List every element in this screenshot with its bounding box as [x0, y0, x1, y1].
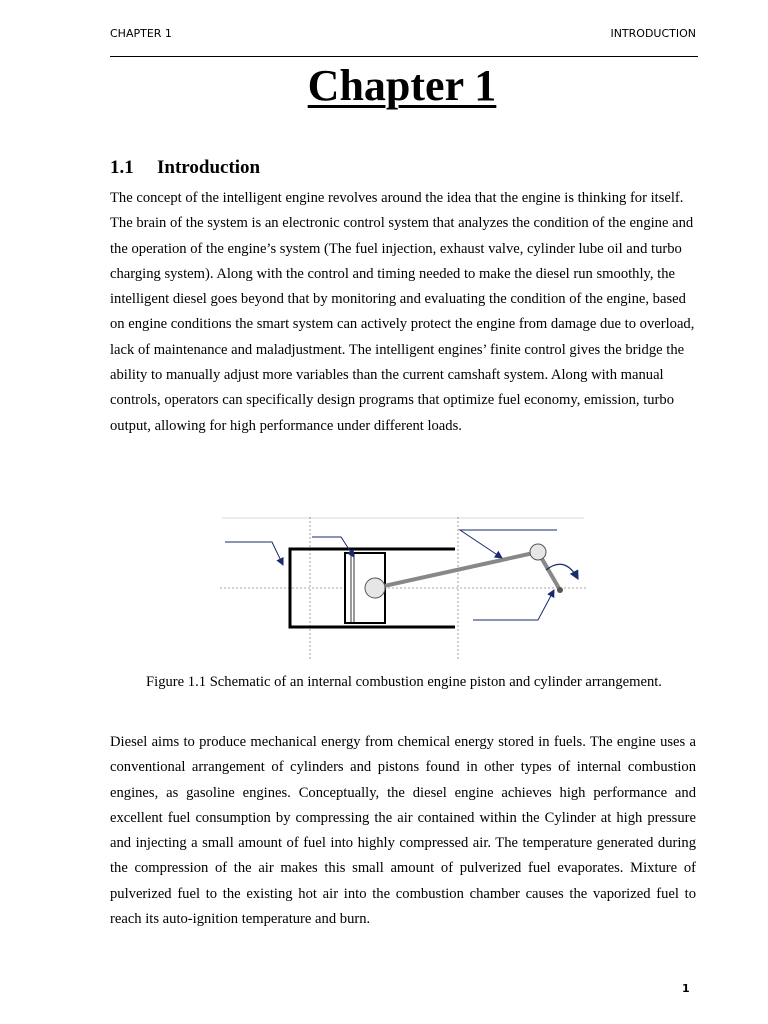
header-right: INTRODUCTION	[610, 27, 696, 40]
page-number: 1	[682, 982, 690, 995]
section-heading	[110, 157, 260, 179]
crank-pin	[530, 544, 546, 560]
chapter-title	[0, 60, 768, 111]
header-rule	[110, 56, 698, 57]
diesel-paragraph: Diesel aims to produce mechanical energy from chemical energy stored in fuels. The engine uses a conventional arrangement of cylinders and pistons found in other types of internal combustion engines, as gasoline engines. Conceptually, the diesel engine achieves high performance and excellent fuel consumption by compressing the air contained within the Cylinder at high pressure and injecting a small amount of fuel into highly compressed air. The temperature generated during the compression of the air makes this small amount of pulverized fuel evaporates. Mixture of pulverized fuel to the existing hot air into the combustion chamber causes the vaporized fuel to reach its auto-ignition temperature and burn.	[110, 734, 696, 928]
figure-caption: Figure 1.1 Schematic of an internal combustion engine piston and cylinder arrangement.	[146, 674, 662, 690]
intro-paragraph: The concept of the intelligent engine revolves around the idea that the engine is thinking for itself. The brain of the system is an electronic control system that analyzes the condition of the engine and the operation of the engine’s system (The fuel injection, exhaust valve, cylinder lube oil and turbo charging system). Along with the control and timing needed to make the diesel run smoothly, the intelligent diesel goes beyond that by monitoring and evaluating the condition of the engine, based on engine conditions the smart system can actively protect the engine from damage due to overload, lack of maintenance and maladjustment. The intelligent engines’ finite control gives the bridge the ability to manually adjust more variables than the current camshaft system. Along with manual controls, operators can specifically design programs that optimize fuel economy, emission, turbo output, allowing for high performance under different loads.	[110, 190, 695, 434]
connecting-rod	[375, 552, 538, 588]
crankshaft-center	[557, 587, 563, 593]
chapter-title-text: Chapter 1	[307, 61, 497, 110]
piston-cylinder-diagram	[220, 515, 586, 660]
section-title: Introduction	[157, 157, 261, 178]
leader-cylinder-head	[225, 542, 283, 565]
section-number: 1.1	[110, 157, 134, 178]
leader-crankshaft	[473, 590, 554, 620]
header-left: CHAPTER 1	[110, 27, 172, 40]
running-header	[110, 27, 696, 45]
wrist-pin	[365, 578, 385, 598]
